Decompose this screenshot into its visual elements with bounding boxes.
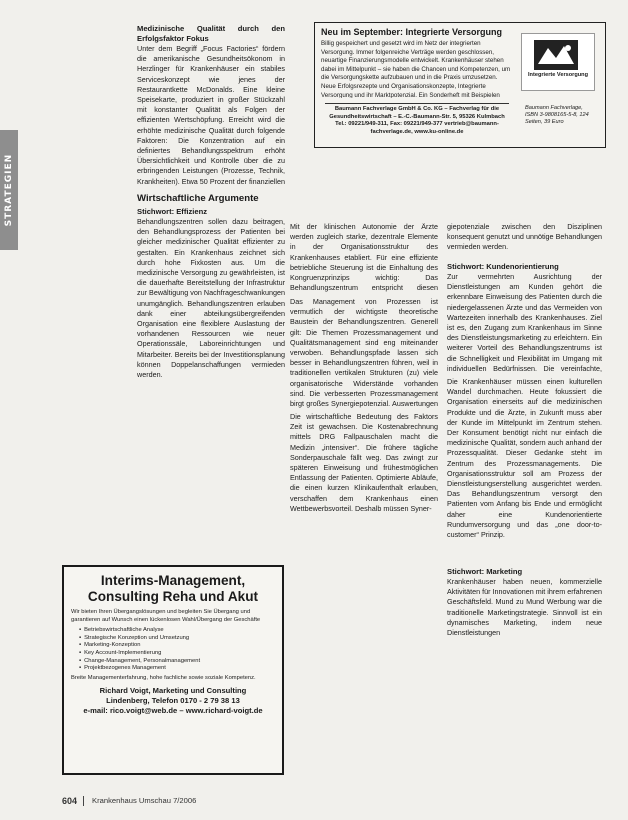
paragraph-customer-orientation: Zur vermehrten Ausrichtung der Dienstleistungen am Kunden gehört die erkennbare Einweisung des Patienten durch die niedergelassenen Ärzte und das Vermeiden von Wartezeiten innerhalb des Krankenhauses. Ziel ist es, den Zugang zum Krankenhaus im Sinne des Dienstleistungsmarketing zu erleichtern. Ein weiterer Vorteil des Behandlungszentrums ist die Schnelligkeit und Flexibilität im Umgang mit individuellen Bedürfnissen. Die vereinfachte, [447, 272, 602, 373]
list-item: ▪ Strategische Konzeption und Umsetzung [79, 635, 275, 643]
paragraph-process-management: Das Management von Prozessen ist vermutlich der wichtigste theoretische Baustein der Behandlungszentren. Generell gilt: Die Themen Prozessmanagement und Qualitätsmanagement sind eng miteinander verwoben. Behandlungspfade lassen sich besser in Behandlungszentren führen, weil in traditionellen vertikalen Strukturen (zu) viele organisatorische Widerstände vorhanden sind. Die verbesserten Prozessmanagement birgt großes Synergiepotenzial. Auswertungen [290, 297, 438, 409]
section-side-tab [0, 130, 18, 250]
book-notice-box [314, 22, 606, 148]
ad-contact-web: e-mail: rico.voigt@web.de – www.richard-voigt.de [83, 705, 263, 715]
publisher-info: Baumann Fachverlage GmbH & Co. KG – Fachverlag für die Gesundheitswirtschaft – E.-C.-Baumann-Str. 5, 95326 Kulmbach Tel.: 09221/949-311, Fax: 09221/949-377 vertrieb@baumann-fachverlage.de, www.ku-online.de [325, 103, 509, 136]
ad-intro: Wir bieten Ihren Übergangslösungen und begleiten Sie Übergang und garantieren auf Wunsch einen lückenlosen Wahl/Übergang der Geschäfte [71, 609, 261, 623]
page-number: 604 [62, 795, 78, 806]
paragraph-cultural-change: Die Krankenhäuser müssen einen kulturellen Wandel durchmachen. Heute fokussiert die Organisation einerseits auf die medizinischen Produkte und die Ärzte, in Zukunft muss aber der Kunde im Mittelpunkt im Zentrum stehen. Der Konsument benötigt nicht nur einfach die medizinische Qualität, sondern auch anhand der Prozessqualität. Dieser Gedanke steht im Zentrum des Prozessmanagements. Die Organisationsstruktur soll am Prozess der Dienstleistungserstellung ausgerichtet werden. Das Behandlungszentrum versorgt den Patienten vom Anfang bis Ende und ermöglicht daher eine Kundenorientierte Rundumversorgung und das „one door-to-customer“ Prinzip. [447, 377, 602, 540]
subheading-customer-orientation: Stichwort: Kundenorientierung [447, 262, 559, 271]
subheading-efficiency: Stichwort: Effizienz [137, 207, 208, 216]
column-1 [137, 22, 285, 400]
cover-title: Integrierte Versorgung [528, 72, 588, 78]
list-item: ▪ Change-Management, Personalmanagement [79, 658, 275, 666]
notice-text: Billig gespeichert und gesetzt wird im Netz der integrierten Versorgung. Immer folgenreiche Verträge werden geschlossen, neuartige Finanzierungsmodelle entwickelt. Krankenhäuser stehen dabei im Mittelpunkt – sie haben die Chancen und Kompetenzen, um die Versorgungskette aufzubauen und in die Praxis umzusetzen. Neue Erfolgsrezepte und Organisationskonzepte, Integrierte Versorgung und ihr Marktpotenzial. Ein Sonderheft mit Beispielen [321, 40, 511, 98]
subheading-marketing: Stichwort: Marketing [447, 567, 523, 576]
list-item: ▪ Betriebswirtschaftliche Analyse [79, 627, 275, 635]
list-item: ▪ Projektbezogenes Management [79, 665, 275, 673]
ad-note: Breite Managementerfahrung, hohe fachliche sowie soziale Kompetenz. [71, 674, 256, 681]
journal-name: Krankenhaus Umschau 7/2006 [92, 795, 197, 805]
side-tab-label: STRATEGIEN [3, 153, 14, 227]
heading-medical-quality: Medizinische Qualität durch den Erfolgsfaktor Fokus [137, 24, 285, 43]
ad-contact-name: Richard Voigt, Marketing und Consulting [99, 686, 247, 696]
ad-contact-phone: Lindenberg, Telefon 0170 - 2 79 38 13 [106, 695, 240, 705]
section-title-economic: Wirtschaftliche Argumente [137, 193, 259, 204]
page-footer [62, 794, 602, 808]
book-cover-image [521, 33, 595, 91]
column-3 [447, 222, 602, 652]
paragraph-focus: Unter dem Begriff „Focus Factories“ fördern die amerikanische Gesundheitsökonom in Herzlinger für Krankenhäuser ein stabiles Serviceskonzept wie jenes der Restaurantkette McDonalds. Eine kleine Speisekarte, produziert in großer Stückzahl mit konstanter Qualität als Folgen der effizienten Wertschöpfung. Erreicht wird die erhöhte medizinische Qualität durch folgende Faktoren: Die Konzentration auf ein definiertes Behandlungsspektrum erhöht Übersichtlichkeit und Kontrolle über die zu erbringenden Leistungen (Prozesse, Technik, Krankheiten). Etwa 50 Prozent der finanziellen [137, 44, 285, 186]
paragraph-time-factor: Die wirtschaftliche Bedeutung des Faktors Zeit ist gewachsen. Die Kostenabrechnung mittels DRG Fallpauschalen macht die Medizin „intensiver“. Die frühere tägliche Sonderpauschale fällt weg. Das zwingt zur späteren Einweisung und frühestmöglichen Entlassung der Patienten. Optimierte Abläufe, die einen kurzen Klinikaufenthalt erlauben, verschaffen dem Krankenhaus einen Wettbewerbsvorteil. Deshalb müssen Syner- [290, 412, 438, 513]
paragraph-synergy: giepotenziale zwischen den Disziplinen konsequent genutzt und unnötige Behandlungen vermieden werden. [447, 222, 602, 252]
paragraph-autonomy: Mit der klinischen Autonomie der Ärzte werden zugleich starke, dezentrale Elemente in der Organisationsstruktur des Krankenhauses etabliert. Für eine effiziente betriebliche Steuerung ist die Einhaltung des Kongruenzprinzips wichtig: Das Behandlungszentrum entspricht diesen [290, 222, 438, 293]
cover-art-icon [534, 40, 578, 70]
bibliographic-info: Baumann Fachverlage, ISBN 3-9808165-5-8, 124 Seiten, 39 Euro [525, 105, 589, 125]
ad-service-list [79, 627, 275, 673]
list-item: ▪ Key Account-Implementierung [79, 650, 275, 658]
footer-divider [83, 796, 84, 806]
ad-title: Interims-Management, Consulting Reha und Akut [87, 573, 259, 604]
ad-contact-block [71, 686, 275, 715]
notice-title: Neu im September: Integrierte Versorgung [321, 27, 503, 37]
advertisement-box [62, 565, 284, 775]
column-2 [290, 222, 438, 581]
paragraph-marketing: Krankenhäuser haben neuen, kommerzielle Aktivitäten für Innovationen mit ihrem erfahrenen Geschäftsfeld. Mund zu Mund Werbung war die traditionelle Marketingstrategie. Sinnvoll ist ein dynamisches Marketing, indem neue Dienstleistungen [447, 577, 602, 638]
paragraph-efficiency: Behandlungszentren sollen dazu beitragen, den Behandlungsprozess der Patienten bei gleicher medizinischer Qualität effizienter zu gestalten. Ein Krankenhaus zeichnet sich durch hohe Fixkosten aus. Um die medizinische Versorgung zu gewährleisten, ist die dauerhafte Bereitstellung der Infrastruktur zur Bewältigung von Nachfrageschwankungen unumgänglich. Behandlungszentren erlauben dank einer abteilungsübergreifenden Organisation eine flexiblere Auslastung der vorhandenen Ressourcen wie neuer Operationssäle, Laboreinrichtungen und Mitarbeiter. Bereits bei der Investitionsplanung können Doppelanschaffungen vermieden werden. [137, 217, 285, 380]
list-item: ▪ Marketing-Konzeption [79, 642, 275, 650]
